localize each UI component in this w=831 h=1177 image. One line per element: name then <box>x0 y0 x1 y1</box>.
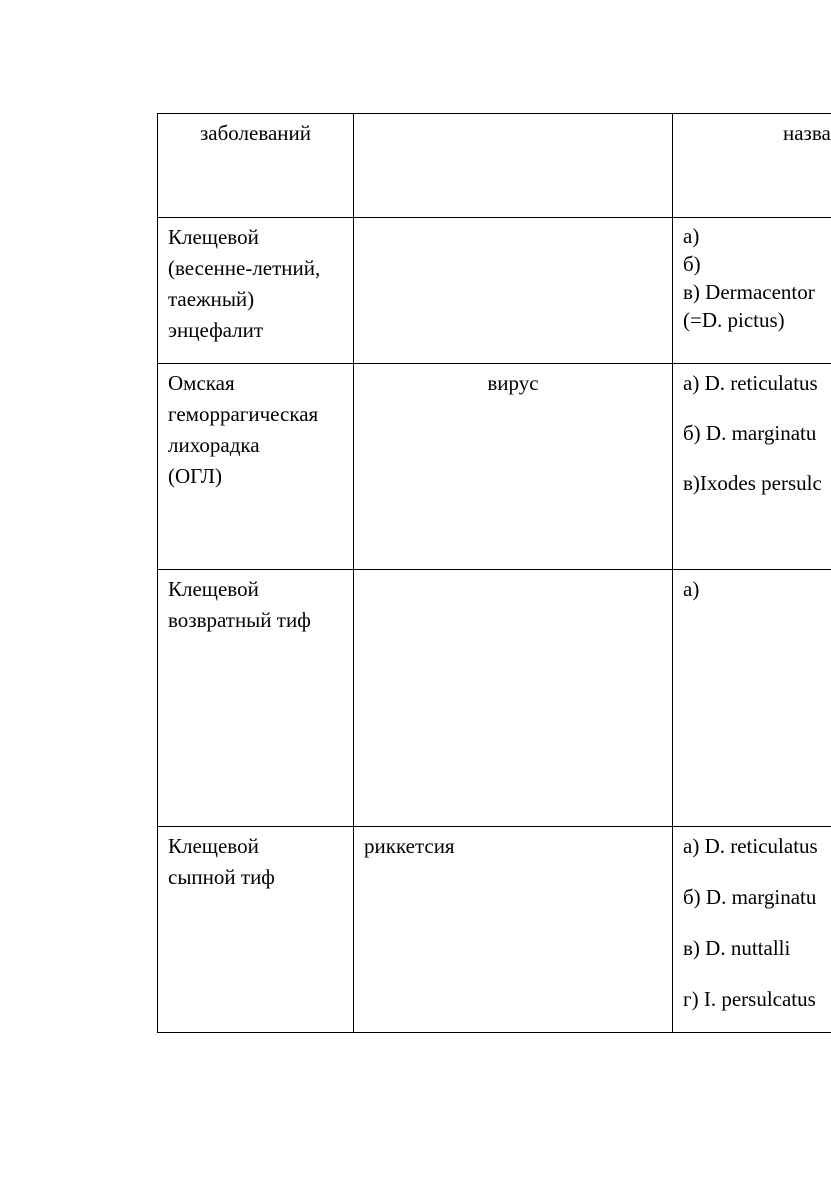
vector-cell: а) D. reticulatus б) D. marginatu в)Ixodes persulc <box>673 364 831 570</box>
header-cell-agent <box>354 114 673 218</box>
disease-cell: Клещевой возвратный тиф <box>158 570 354 827</box>
header-cell-vector: назва <box>673 114 831 218</box>
agent-cell <box>354 570 673 827</box>
table-header-row <box>158 114 831 218</box>
table-row <box>158 570 831 827</box>
agent-cell: риккетсия <box>354 827 673 1033</box>
vector-cell: а) D. reticulatus б) D. marginatu в) D. nuttalli г) I. persulcatus <box>673 827 831 1033</box>
header-cell-disease: заболеваний <box>158 114 354 218</box>
disease-cell: Клещевой (весенне-летний, таежный) энцефалит <box>158 218 354 364</box>
disease-cell: Омская геморрагическая лихорадка (ОГЛ) <box>158 364 354 570</box>
table-row <box>158 827 831 1033</box>
vector-cell: а) <box>673 570 831 827</box>
table-row <box>158 218 831 364</box>
disease-vector-table <box>157 113 831 1033</box>
agent-cell: вирус <box>354 364 673 570</box>
disease-cell: Клещевой сыпной тиф <box>158 827 354 1033</box>
agent-cell <box>354 218 673 364</box>
table-row <box>158 364 831 570</box>
vector-cell: а) б) в) Dermacentor (=D. pictus) <box>673 218 831 364</box>
